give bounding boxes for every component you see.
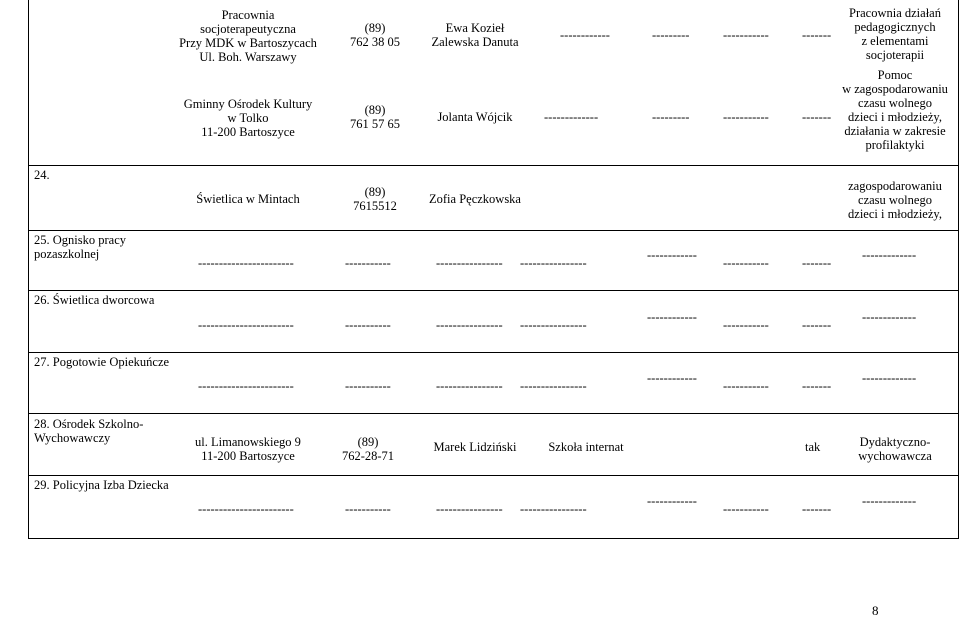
facility-activity: zagospodarowaniu czasu wolnego dzieci i młodzieży, (848, 179, 942, 221)
empty-dash: ----------------------- (198, 379, 294, 393)
facility-phone: (89) 7615512 (353, 185, 397, 213)
empty-dash: ------- (802, 28, 832, 42)
facility-person: Zofia Pęczkowska (429, 192, 521, 206)
empty-dash: ------------ (647, 371, 697, 385)
empty-dash: ------------- (862, 310, 917, 324)
empty-dash: ----------------------- (198, 502, 294, 516)
facility-name: 26. Świetlica dworcowa (34, 293, 155, 307)
empty-dash: --------- (652, 28, 690, 42)
facility-name: 25. Ognisko pracy pozaszkolnej (34, 233, 126, 261)
empty-dash: ----------------------- (198, 318, 294, 332)
empty-dash: ----------- (345, 318, 391, 332)
empty-dash: ----------- (723, 110, 769, 124)
col-line (958, 0, 959, 539)
empty-dash: ----------- (723, 28, 769, 42)
facility-name: 28. Ośrodek Szkolno- Wychowawczy (34, 417, 144, 445)
facility-name: Świetlica w Mintach (196, 192, 300, 206)
empty-dash: --------- (652, 110, 690, 124)
row-number: 24. (34, 168, 50, 182)
empty-dash: ----------- (723, 379, 769, 393)
empty-dash: ----------------------- (198, 256, 294, 270)
empty-dash: ------------- (862, 371, 917, 385)
facility-phone: (89) 761 57 65 (350, 103, 400, 131)
empty-dash: ------------- (862, 494, 917, 508)
empty-dash: ----------- (345, 502, 391, 516)
empty-dash: ------------- (544, 110, 599, 124)
facility-activity: Dydaktyczno- wychowawcza (858, 435, 932, 463)
facility-activity: Pracownia działań pedagogicznych z elementami socjoterapii (849, 6, 941, 62)
facility-flag: tak (805, 440, 821, 454)
facility-person: Jolanta Wójcik (437, 110, 513, 124)
empty-dash: ---------------- (520, 256, 587, 270)
empty-dash: ------------ (560, 28, 610, 42)
empty-dash: ---------------- (436, 379, 503, 393)
row-line (28, 475, 959, 476)
row-line (28, 290, 959, 291)
empty-dash: ------- (802, 110, 832, 124)
empty-dash: ----------- (723, 318, 769, 332)
empty-dash: ---------------- (436, 318, 503, 332)
empty-dash: ----------- (723, 256, 769, 270)
facility-name: 29. Policyjna Izba Dziecka (34, 478, 169, 492)
facility-person: Ewa Kozieł Zalewska Danuta (431, 21, 519, 49)
facility-name: Pracownia socjoterapeutyczna Przy MDK w Bartoszycach Ul. Boh. Warszawy (179, 8, 317, 64)
page-number: 8 (872, 603, 879, 618)
col-line (28, 0, 29, 539)
facility-name: 27. Pogotowie Opiekuńcze (34, 355, 170, 369)
row-line (28, 538, 959, 539)
facility-phone: (89) 762-28-71 (341, 435, 395, 463)
row-line (28, 165, 959, 166)
empty-dash: ------- (802, 256, 832, 270)
empty-dash: ------------ (647, 310, 697, 324)
facility-address: ul. Limanowskiego 9 11-200 Bartoszyce (195, 435, 301, 463)
empty-dash: ---------------- (520, 318, 587, 332)
facility-type: Szkoła internat (548, 440, 624, 454)
empty-dash: ---------------- (520, 502, 587, 516)
facility-person: Marek Lidziński (433, 440, 517, 454)
row-line (28, 413, 959, 414)
empty-dash: ---------------- (436, 502, 503, 516)
row-line (28, 352, 959, 353)
empty-dash: ------- (802, 318, 832, 332)
facility-activity: Pomoc w zagospodarowaniu czasu wolnego dzieci i młodzieży, działania w zakresie profilaktyki (842, 68, 948, 152)
empty-dash: ------------ (647, 494, 697, 508)
empty-dash: ----------- (345, 256, 391, 270)
row-line (28, 230, 959, 231)
empty-dash: ----------- (345, 379, 391, 393)
empty-dash: ---------------- (436, 256, 503, 270)
empty-dash: ----------- (723, 502, 769, 516)
empty-dash: ------- (802, 379, 832, 393)
facility-name: Gminny Ośrodek Kultury w Tolko 11-200 Bartoszyce (183, 97, 313, 139)
empty-dash: ------------- (862, 248, 917, 262)
empty-dash: ---------------- (520, 379, 587, 393)
empty-dash: ------- (802, 502, 832, 516)
facility-phone: (89) 762 38 05 (350, 21, 400, 49)
empty-dash: ------------ (647, 248, 697, 262)
